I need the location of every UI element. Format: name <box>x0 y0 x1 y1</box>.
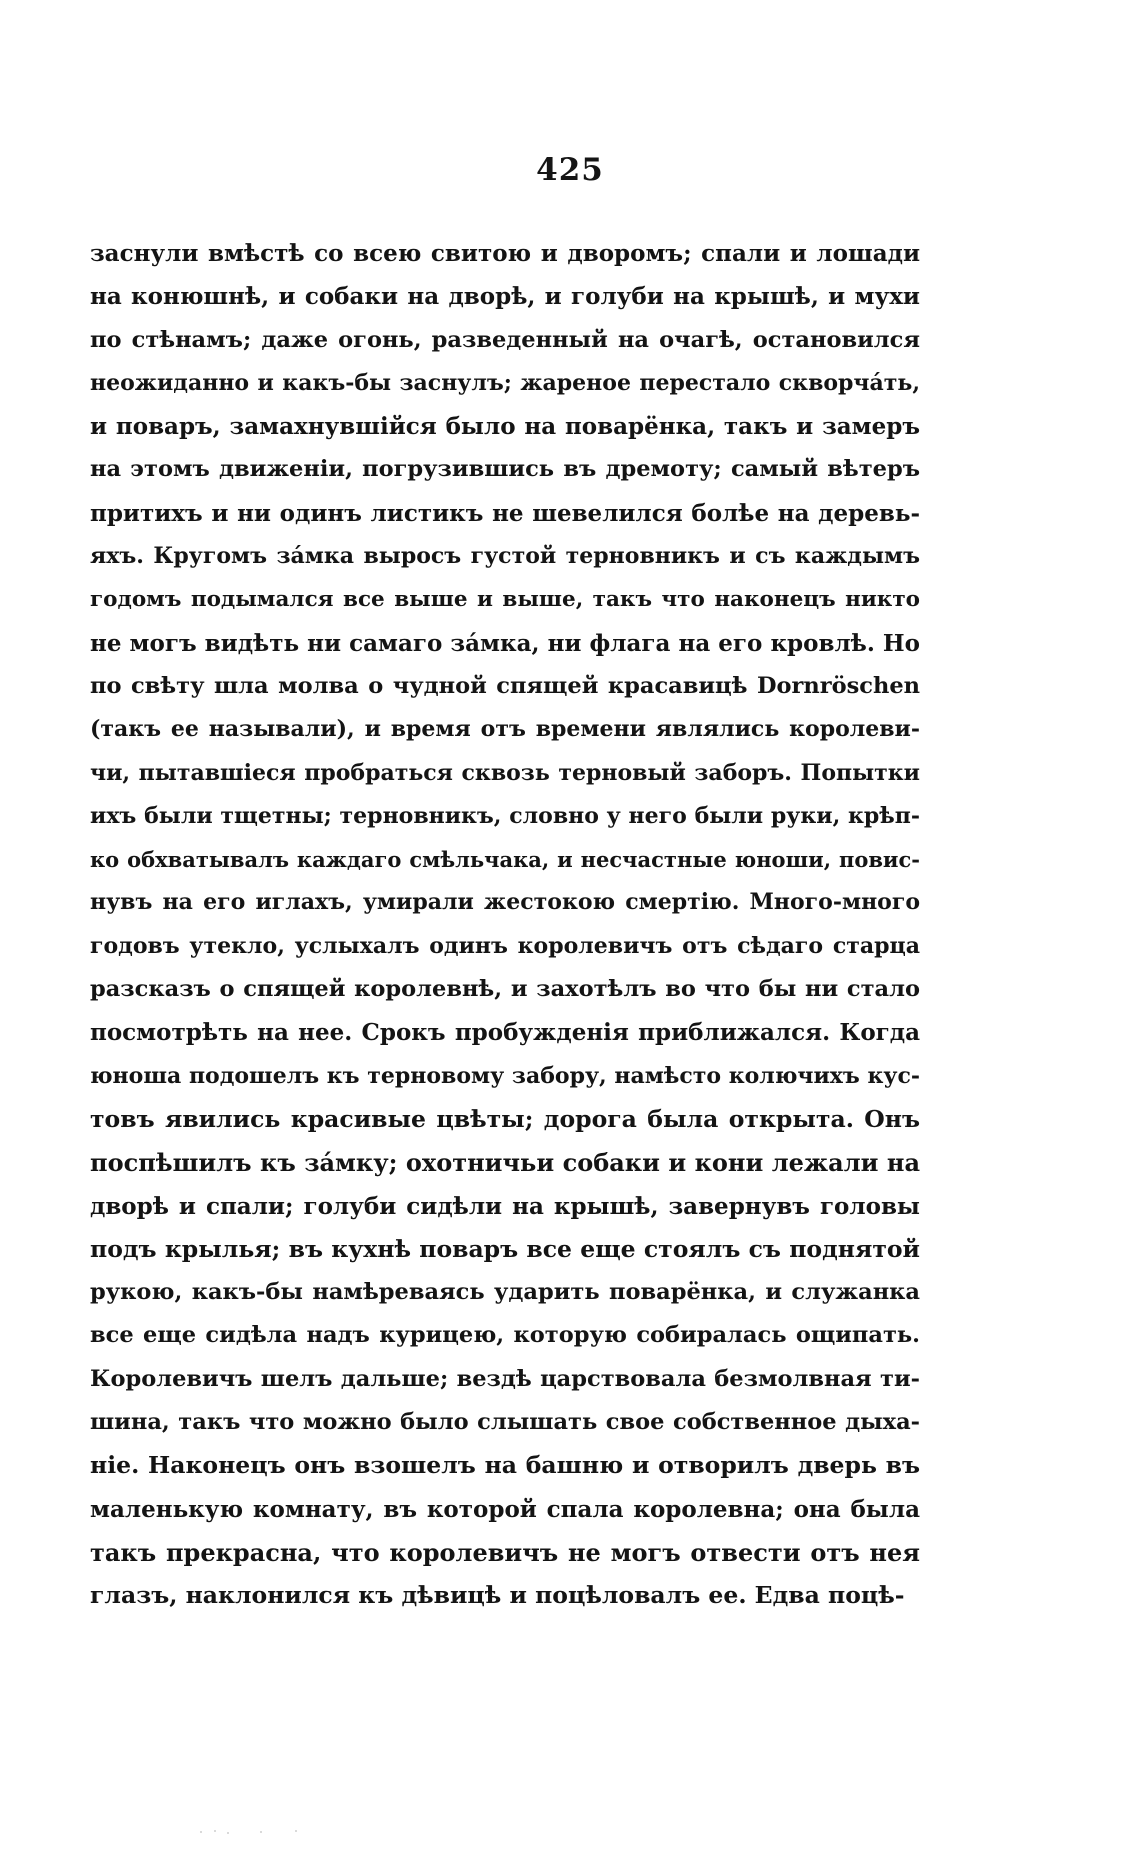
text-line: на этомъ движеніи, погрузившись въ дремоту; самый вѣтеръ <box>90 456 920 483</box>
text-line: яхъ. Кругомъ зáмка выросъ густой терновникъ и съ каждымъ <box>90 543 920 570</box>
text-line: ихъ были тщетны; терновникъ, словно у него были руки, крѣп- <box>90 802 920 829</box>
text-line: заснули вмѣстѣ со всею свитою и дворомъ; спали и лошади <box>90 240 920 267</box>
text-line: годовъ утекло, услыхалъ одинъ королевичъ отъ сѣдаго старца <box>90 932 920 959</box>
text-line: разсказъ о спящей королевнѣ, и захотѣлъ во что бы ни стало <box>90 976 920 1003</box>
text-line: дворѣ и спали; голуби сидѣли на крышѣ, завернувъ головы <box>90 1192 920 1220</box>
page-number: 425 <box>536 152 604 188</box>
text-line: притихъ и ни одинъ листикъ не шевелился болѣе на деревь- <box>90 499 920 527</box>
text-line: рукою, какъ-бы намѣреваясь ударить поварёнка, и служанка <box>90 1279 920 1306</box>
text-line: товъ явились красивые цвѣты; дорога была открыта. Онъ <box>90 1104 920 1133</box>
text-line: годомъ подымался все выше и выше, такъ что наконецъ никто <box>90 587 920 613</box>
text-line: ко обхватывалъ каждаго смѣльчака, и несчастные юноши, повис- <box>90 847 920 873</box>
text-line: подъ крылья; въ кухнѣ поваръ все еще стоялъ съ поднятой <box>90 1234 920 1263</box>
text-line: по стѣнамъ; даже огонь, разведенный на очагѣ, остановился <box>90 326 920 353</box>
text-line: нувъ на его иглахъ, умирали жестокою смертію. Много-много <box>90 889 920 916</box>
text-line: на конюшнѣ, и собаки на дворѣ, и голуби на крышѣ, и мухи <box>90 283 920 311</box>
text-line: неожиданно и какъ-бы заснулъ; жареное перестало скворчáть, <box>90 369 920 396</box>
text-line: по свѣту шла молва о чудной спящей красавицѣ Dornröschen <box>90 672 920 699</box>
text-line: поспѣшилъ къ зáмку; охотничьи собаки и кони лежали на <box>90 1148 920 1178</box>
paper-specks <box>200 1830 320 1834</box>
text-line: шина, такъ что можно было слышать свое собственное дыха- <box>90 1409 920 1436</box>
text-line: Королевичъ шелъ дальше; вездѣ царствовала безмолвная ти- <box>90 1365 920 1392</box>
text-line: (такъ ее называли), и время отъ времени являлись королеви- <box>90 716 920 743</box>
text-line: чи, пытавшіеся пробраться сквозь терновый заборъ. Попытки <box>90 759 920 786</box>
body-text <box>90 232 920 1618</box>
text-line: не могъ видѣть ни самаго зáмка, ни флага на его кровлѣ. Но <box>90 629 920 657</box>
text-line: маленькую комнату, въ которой спала королевна; она была <box>90 1495 920 1523</box>
text-line: юноша подошелъ къ терновому забору, намѣсто колючихъ кус- <box>90 1062 920 1089</box>
text-line: и поваръ, замахнувшійся было на поварёнка, такъ и замеръ <box>90 413 920 441</box>
text-line: все еще сидѣла надъ курицею, которую собиралась ощипать. <box>90 1322 920 1349</box>
text-line: глазъ, наклонился къ дѣвицѣ и поцѣловалъ ее. Едва поцѣ- <box>90 1581 905 1610</box>
text-line: посмотрѣть на нее. Срокъ пробужденія приближался. Когда <box>90 1019 920 1047</box>
text-line: ніе. Наконецъ онъ взошелъ на башню и отворилъ дверь въ <box>90 1451 920 1480</box>
text-line: такъ прекрасна, что королевичъ не могъ отвести отъ нея <box>90 1537 920 1567</box>
